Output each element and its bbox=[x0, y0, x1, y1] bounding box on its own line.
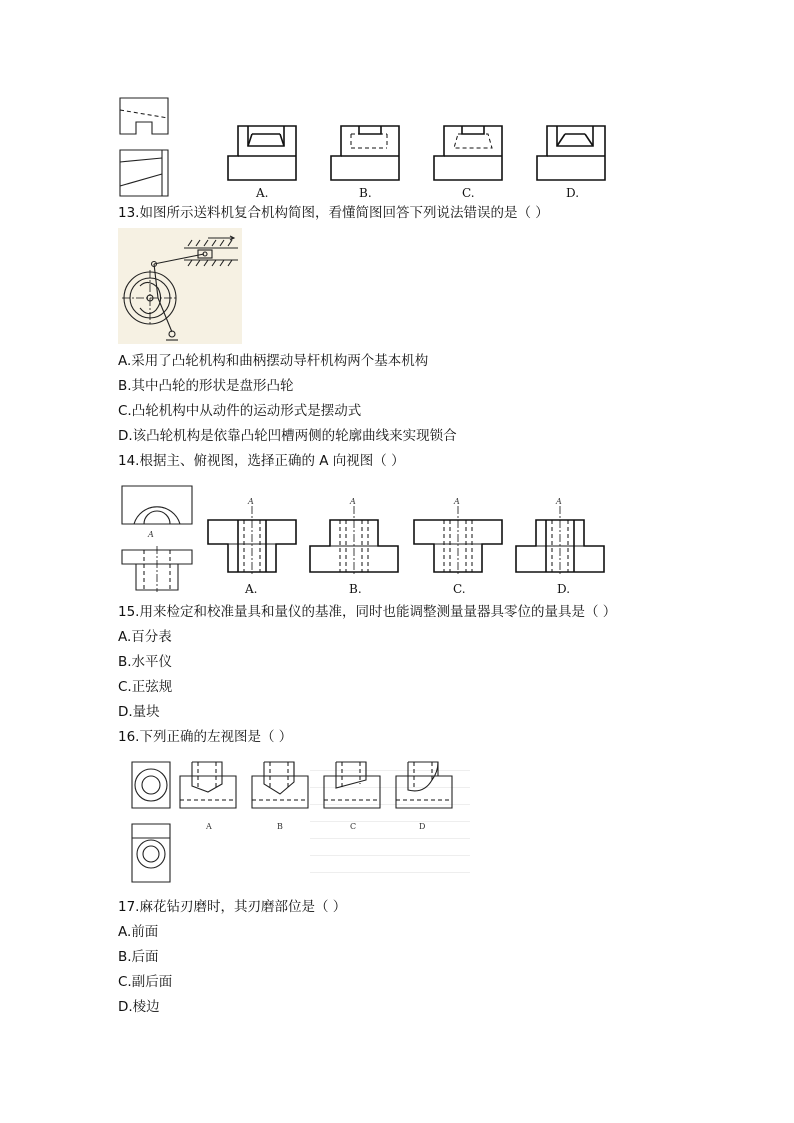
q16-stem: 16.下列正确的左视图是（ ） bbox=[118, 729, 293, 745]
q13-mechanism-figure bbox=[118, 228, 242, 344]
q16-option-c-label[interactable]: C bbox=[350, 822, 357, 831]
q14-given-views bbox=[118, 484, 196, 596]
q12-option-c-label[interactable]: C. bbox=[462, 186, 475, 200]
q17-option-d[interactable]: D.棱边 bbox=[118, 999, 160, 1015]
q12-option-d-label[interactable]: D. bbox=[566, 186, 580, 200]
q14-option-c-drawing bbox=[412, 500, 504, 576]
q14-option-a-arrow: A bbox=[248, 497, 254, 506]
q13-option-a[interactable]: A.采用了凸轮机构和曲柄摆动导杆机构两个基本机构 bbox=[118, 353, 429, 369]
q14-option-c-label[interactable]: C. bbox=[453, 582, 466, 596]
q14-option-b-label[interactable]: B. bbox=[349, 582, 362, 596]
q17-stem: 17.麻花钻刃磨时，其刃磨部位是（ ） bbox=[118, 899, 347, 915]
q14-option-d-label[interactable]: D. bbox=[557, 582, 571, 596]
cam-mechanism-drawing bbox=[118, 228, 242, 344]
q15-option-a[interactable]: A.百分表 bbox=[118, 629, 172, 645]
q17-option-c[interactable]: C.副后面 bbox=[118, 974, 173, 990]
q15-stem: 15.用来检定和校准量具和量仪的基准，同时也能调整测量量器具零位的量具是（ ） bbox=[118, 604, 617, 620]
q13-option-b[interactable]: B.其中凸轮的形状是盘形凸轮 bbox=[118, 378, 294, 394]
q12-given-views bbox=[118, 96, 174, 200]
q16-option-b-drawing bbox=[250, 760, 310, 810]
q12-option-b-drawing bbox=[331, 124, 401, 182]
q14-option-a-drawing bbox=[206, 500, 298, 576]
q17-option-b[interactable]: B.后面 bbox=[118, 949, 159, 965]
q16-option-c-drawing bbox=[322, 760, 382, 810]
q13-option-d[interactable]: D.该凸轮机构是依靠凸轮凹槽两侧的轮廓曲线来实现锁合 bbox=[118, 428, 457, 444]
q16-option-b-label[interactable]: B bbox=[277, 822, 283, 831]
q15-option-d[interactable]: D.量块 bbox=[118, 704, 160, 720]
q16-option-a-label[interactable]: A bbox=[206, 822, 212, 831]
q16-given-views bbox=[128, 758, 174, 888]
q15-option-c[interactable]: C.正弦规 bbox=[118, 679, 173, 695]
q14-given-arrow-label: A bbox=[148, 530, 154, 539]
q14-stem: 14.根据主、俯视图，选择正确的 A 向视图（ ） bbox=[118, 453, 405, 469]
q16-option-d-label[interactable]: D bbox=[419, 822, 426, 831]
q12-option-d-drawing bbox=[537, 124, 607, 182]
q15-option-b[interactable]: B.水平仪 bbox=[118, 654, 173, 670]
q14-option-d-arrow: A bbox=[556, 497, 562, 506]
q12-option-c-drawing bbox=[434, 124, 504, 182]
q14-option-a-label[interactable]: A. bbox=[245, 582, 258, 596]
q16-option-a-drawing bbox=[178, 760, 238, 810]
q12-option-a-label[interactable]: A. bbox=[256, 186, 269, 200]
q13-option-c[interactable]: C.凸轮机构中从动件的运动形式是摆动式 bbox=[118, 403, 362, 419]
q14-option-d-drawing bbox=[514, 500, 606, 576]
q14-option-c-arrow: A bbox=[454, 497, 460, 506]
q17-option-a[interactable]: A.前面 bbox=[118, 924, 159, 940]
q16-option-d-drawing bbox=[394, 760, 454, 810]
q12-option-a-drawing bbox=[228, 124, 298, 182]
q14-option-b-drawing bbox=[308, 500, 400, 576]
q14-option-b-arrow: A bbox=[350, 497, 356, 506]
q13-stem: 13.如图所示送料机复合机构简图，看懂简图回答下列说法错误的是（ ） bbox=[118, 205, 549, 221]
q12-option-b-label[interactable]: B. bbox=[359, 186, 372, 200]
